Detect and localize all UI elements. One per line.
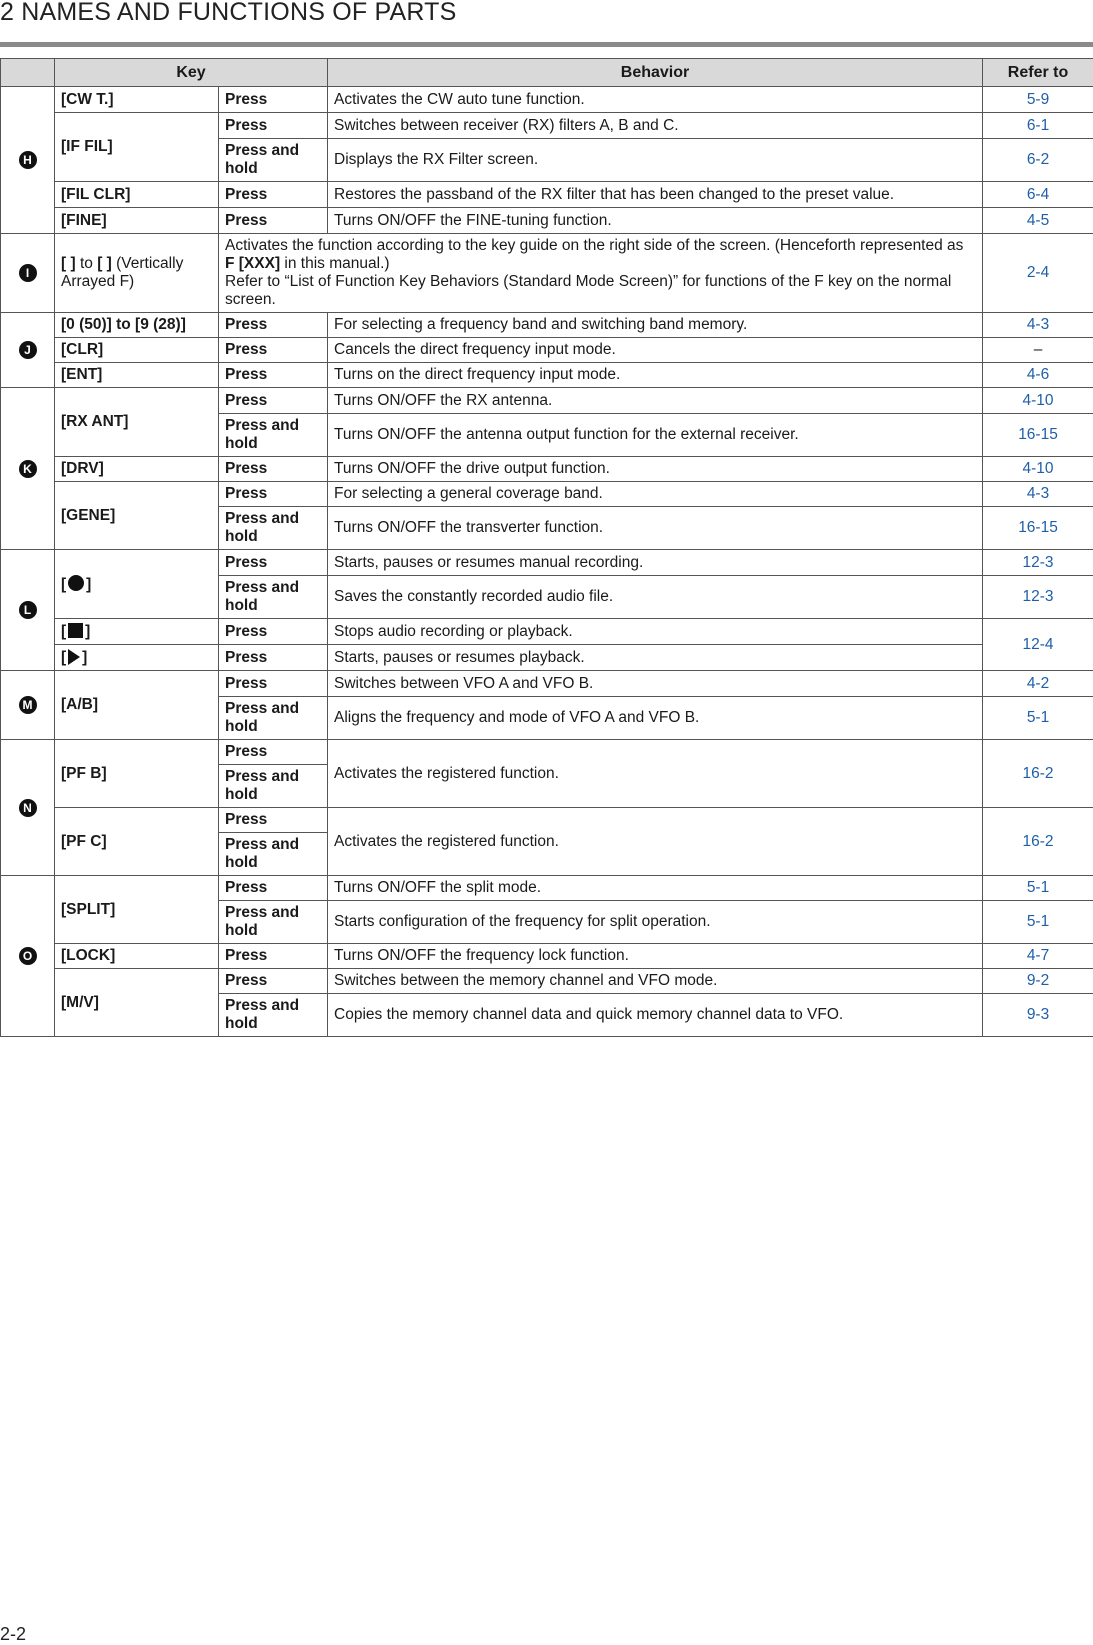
marker-cell xyxy=(1,671,55,740)
ref-link[interactable]: 12-3 xyxy=(983,576,1093,619)
ref-link[interactable]: 6-4 xyxy=(983,182,1093,208)
key-bracket: ] xyxy=(85,623,90,640)
behavior-cell: Switches between receiver (RX) filters A, B and C. xyxy=(328,113,983,139)
table-row xyxy=(1,645,1093,671)
action-cell: Press xyxy=(219,338,328,363)
action-cell: Press xyxy=(219,182,328,208)
record-icon xyxy=(68,575,84,591)
table-row xyxy=(1,876,1093,901)
action-cell: Press xyxy=(219,113,328,139)
behavior-cell: Turns ON/OFF the frequency lock function. xyxy=(328,944,983,969)
ref-link[interactable]: 9-3 xyxy=(983,994,1093,1037)
page-title: 2 NAMES AND FUNCTIONS OF PARTS xyxy=(0,0,1093,25)
behavior-cell xyxy=(219,234,983,313)
behavior-cell: Turns ON/OFF the drive output function. xyxy=(328,457,983,482)
table-row xyxy=(1,234,1093,313)
ref-cell: – xyxy=(983,338,1093,363)
behavior-cell: For selecting a frequency band and switching band memory. xyxy=(328,313,983,338)
key-cell xyxy=(55,234,219,313)
action-cell: Press xyxy=(219,671,328,697)
action-cell: Press xyxy=(219,457,328,482)
behavior-cell: Activates the registered function. xyxy=(328,808,983,876)
behavior-cell: Turns ON/OFF the transverter function. xyxy=(328,507,983,550)
action-cell: Press xyxy=(219,876,328,901)
key-cell: [LOCK] xyxy=(55,944,219,969)
behavior-cell: Turns ON/OFF the antenna output function for the external receiver. xyxy=(328,414,983,457)
parts-table xyxy=(0,58,1093,1037)
ref-link[interactable]: 12-4 xyxy=(983,619,1093,671)
action-cell: Press and hold xyxy=(219,414,328,457)
action-cell: Press and hold xyxy=(219,507,328,550)
behavior-cell: Restores the passband of the RX filter that has been changed to the preset value. xyxy=(328,182,983,208)
behavior-cell: Starts, pauses or resumes manual recording. xyxy=(328,550,983,576)
page-number: 2-2 xyxy=(0,1624,26,1645)
table-row xyxy=(1,944,1093,969)
play-icon xyxy=(68,649,80,665)
marker-cell xyxy=(1,313,55,388)
behavior-cell: Turns on the direct frequency input mode. xyxy=(328,363,983,388)
key-cell xyxy=(55,645,219,671)
marker-cell xyxy=(1,740,55,876)
f-key-last: [ ] xyxy=(97,255,112,272)
table-row xyxy=(1,338,1093,363)
table-header-row xyxy=(1,59,1093,87)
action-cell: Press xyxy=(219,740,328,765)
f-key-behavior-text-end: in this manual.) xyxy=(280,255,389,272)
table-row xyxy=(1,182,1093,208)
key-bracket: [ xyxy=(61,649,66,666)
action-cell: Press and hold xyxy=(219,576,328,619)
action-cell: Press xyxy=(219,550,328,576)
behavior-cell: Activates the registered function. xyxy=(328,740,983,808)
ref-link[interactable]: 5-9 xyxy=(983,87,1093,113)
behavior-cell: Saves the constantly recorded audio file. xyxy=(328,576,983,619)
action-cell: Press xyxy=(219,944,328,969)
action-cell: Press and hold xyxy=(219,765,328,808)
action-cell: Press xyxy=(219,808,328,833)
key-cell: [FIL CLR] xyxy=(55,182,219,208)
marker-n-icon: N xyxy=(19,799,37,817)
table-row xyxy=(1,619,1093,645)
ref-link[interactable]: 9-2 xyxy=(983,969,1093,994)
behavior-cell: Activates the CW auto tune function. xyxy=(328,87,983,113)
key-cell: [M/V] xyxy=(55,969,219,1037)
action-cell: Press xyxy=(219,87,328,113)
ref-link[interactable]: 6-1 xyxy=(983,113,1093,139)
refer-column-header: Refer to xyxy=(983,59,1093,87)
marker-cell xyxy=(1,876,55,1037)
action-cell: Press and hold xyxy=(219,994,328,1037)
f-key-to: to xyxy=(76,255,98,272)
table-row xyxy=(1,363,1093,388)
ref-link[interactable]: 4-2 xyxy=(983,671,1093,697)
behavior-column-header: Behavior xyxy=(328,59,983,87)
ref-link[interactable]: 4-6 xyxy=(983,363,1093,388)
action-cell: Press xyxy=(219,363,328,388)
ref-link[interactable]: 4-3 xyxy=(983,482,1093,507)
key-bracket: ] xyxy=(82,649,87,666)
ref-link[interactable]: 5-1 xyxy=(983,697,1093,740)
ref-link[interactable]: 16-2 xyxy=(983,740,1093,808)
marker-cell xyxy=(1,388,55,550)
marker-m-icon: M xyxy=(19,696,37,714)
action-cell: Press and hold xyxy=(219,697,328,740)
ref-link[interactable]: 4-7 xyxy=(983,944,1093,969)
marker-cell xyxy=(1,550,55,671)
key-cell xyxy=(55,550,219,619)
behavior-cell: Turns ON/OFF the split mode. xyxy=(328,876,983,901)
table-row xyxy=(1,113,1093,139)
action-cell: Press and hold xyxy=(219,901,328,944)
action-cell: Press xyxy=(219,645,328,671)
key-bracket: [ xyxy=(61,623,66,640)
action-cell: Press and hold xyxy=(219,139,328,182)
behavior-cell: Starts configuration of the frequency for split operation. xyxy=(328,901,983,944)
stop-icon xyxy=(68,623,83,638)
action-cell: Press xyxy=(219,969,328,994)
key-bracket: ] xyxy=(86,576,91,593)
f-key-first: [ ] xyxy=(61,255,76,272)
behavior-cell: Aligns the frequency and mode of VFO A and VFO B. xyxy=(328,697,983,740)
action-cell: Press xyxy=(219,619,328,645)
marker-cell xyxy=(1,87,55,234)
key-cell xyxy=(55,619,219,645)
ref-link[interactable]: 4-10 xyxy=(983,457,1093,482)
f-key-behavior-text: Activates the function according to the key guide on the right side of the screen. (Henceforth represented as xyxy=(225,237,963,254)
marker-i-icon: I xyxy=(19,264,37,282)
ref-link[interactable]: 4-3 xyxy=(983,313,1093,338)
marker-cell xyxy=(1,234,55,313)
ref-link[interactable]: 16-2 xyxy=(983,808,1093,876)
behavior-cell: Stops audio recording or playback. xyxy=(328,619,983,645)
table-row xyxy=(1,313,1093,338)
action-cell: Press xyxy=(219,313,328,338)
key-cell: [0 (50)] to [9 (28)] xyxy=(55,313,219,338)
key-cell: [SPLIT] xyxy=(55,876,219,944)
behavior-cell: Copies the memory channel data and quick memory channel data to VFO. xyxy=(328,994,983,1037)
key-cell: [CLR] xyxy=(55,338,219,363)
action-cell: Press xyxy=(219,482,328,507)
behavior-cell: Displays the RX Filter screen. xyxy=(328,139,983,182)
behavior-cell: Turns ON/OFF the FINE-tuning function. xyxy=(328,208,983,234)
behavior-cell: Turns ON/OFF the RX antenna. xyxy=(328,388,983,414)
table-row xyxy=(1,482,1093,507)
ref-link[interactable]: 12-3 xyxy=(983,550,1093,576)
table-row xyxy=(1,969,1093,994)
key-cell: [CW T.] xyxy=(55,87,219,113)
action-cell: Press and hold xyxy=(219,833,328,876)
ref-link[interactable]: 2-4 xyxy=(983,234,1093,313)
ref-link[interactable]: 16-15 xyxy=(983,507,1093,550)
behavior-cell: Switches between the memory channel and VFO mode. xyxy=(328,969,983,994)
f-key-note: (Vertically Arrayed F) xyxy=(61,255,183,290)
key-bracket: [ xyxy=(61,576,66,593)
key-cell: [PF C] xyxy=(55,808,219,876)
key-cell: [IF FIL] xyxy=(55,113,219,182)
marker-l-icon: L xyxy=(19,601,37,619)
marker-h-icon: H xyxy=(19,151,37,169)
behavior-cell: Switches between VFO A and VFO B. xyxy=(328,671,983,697)
table-row xyxy=(1,388,1093,414)
table-row xyxy=(1,740,1093,765)
key-cell: [RX ANT] xyxy=(55,388,219,457)
header-rule xyxy=(0,42,1093,47)
ref-link[interactable]: 16-15 xyxy=(983,414,1093,457)
marker-k-icon: K xyxy=(19,460,37,478)
table-row xyxy=(1,550,1093,576)
table-row xyxy=(1,808,1093,833)
ref-link[interactable]: 5-1 xyxy=(983,876,1093,901)
table-row xyxy=(1,87,1093,113)
key-cell: [FINE] xyxy=(55,208,219,234)
marker-j-icon: J xyxy=(19,341,37,359)
ref-link[interactable]: 6-2 xyxy=(983,139,1093,182)
ref-link[interactable]: 4-10 xyxy=(983,388,1093,414)
key-column-header: Key xyxy=(55,59,328,87)
key-cell: [GENE] xyxy=(55,482,219,550)
key-cell: [DRV] xyxy=(55,457,219,482)
action-cell: Press xyxy=(219,208,328,234)
behavior-cell: Cancels the direct frequency input mode. xyxy=(328,338,983,363)
key-cell: [ENT] xyxy=(55,363,219,388)
behavior-cell: Starts, pauses or resumes playback. xyxy=(328,645,983,671)
behavior-cell: For selecting a general coverage band. xyxy=(328,482,983,507)
marker-o-icon: O xyxy=(19,947,37,965)
table-row xyxy=(1,671,1093,697)
key-cell: [A/B] xyxy=(55,671,219,740)
table-row xyxy=(1,208,1093,234)
table-row xyxy=(1,457,1093,482)
ref-link[interactable]: 5-1 xyxy=(983,901,1093,944)
marker-column-header xyxy=(1,59,55,87)
f-key-notation: F [XXX] xyxy=(225,255,280,272)
action-cell: Press xyxy=(219,388,328,414)
ref-link[interactable]: 4-5 xyxy=(983,208,1093,234)
f-key-reference-note: Refer to “List of Function Key Behaviors (Standard Mode Screen)” for functions of the F key on the normal screen. xyxy=(225,273,951,308)
key-cell: [PF B] xyxy=(55,740,219,808)
